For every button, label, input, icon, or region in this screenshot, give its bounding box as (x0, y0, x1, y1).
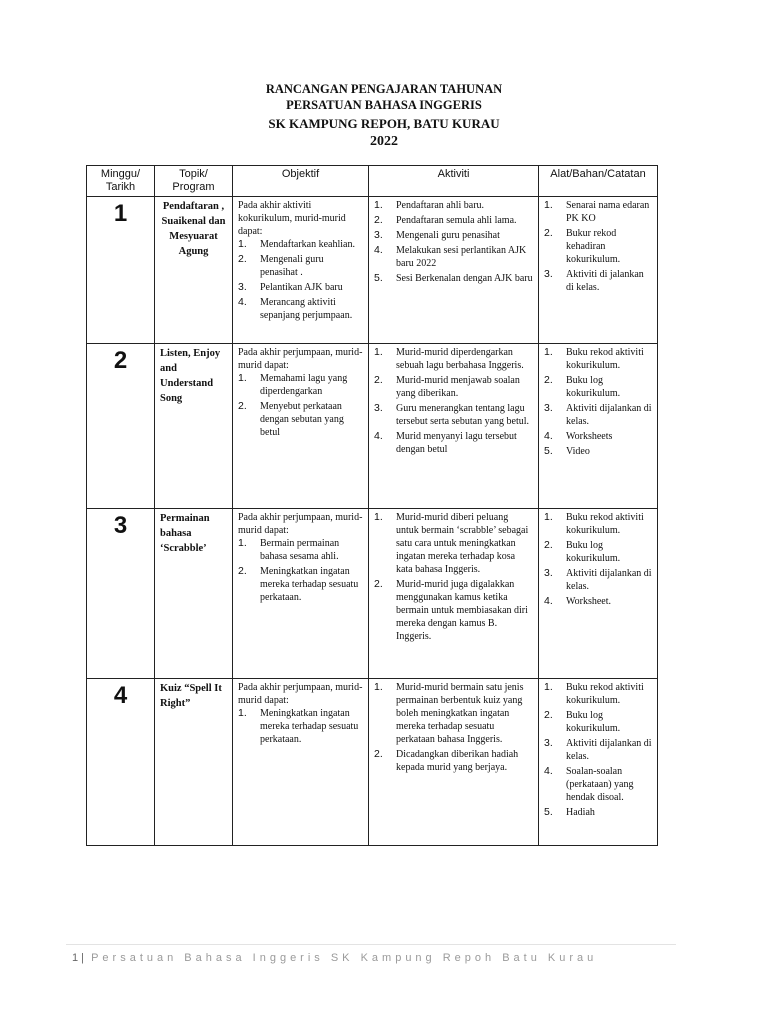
activity-item (374, 748, 533, 774)
materials-list (544, 346, 652, 458)
activity-text: Murid-murid diberi peluang untuk bermain ‘scrabble’ sebagai satu cara untuk meningkatkan ingatan mereka terhadap kosa kata bahasa Inggeris. (396, 512, 529, 575)
materials-item (544, 595, 652, 608)
materials-text: Aktiviti dijalankan di kelas. (566, 568, 652, 592)
materials-item (544, 346, 652, 372)
objective-text: Meningkatkan ingatan mereka terhadap sesuatu perkataan. (260, 566, 359, 603)
item-number: 2. (374, 214, 383, 226)
materials-item (544, 806, 652, 819)
table-header-row (87, 166, 658, 197)
objective-item (238, 537, 363, 563)
doc-title-line-2: PERSATUAN BAHASA INGGERIS (286, 98, 482, 112)
activity-item (374, 402, 533, 428)
materials-text: Buku rekod aktiviti kokurikulum. (566, 682, 644, 706)
materials-item (544, 765, 652, 804)
materials-item (544, 511, 652, 537)
topic-name: Listen, Enjoy and Understand Song (155, 344, 233, 509)
activity-text: Guru menerangkan tentang lagu tersebut serta sebutan yang betul. (396, 403, 530, 427)
activity-text: Sesi Berkenalan dengan AJK baru (396, 273, 533, 284)
item-number: 3. (544, 737, 553, 749)
activity-text: Pendaftaran semula ahli lama. (396, 215, 517, 226)
week-number: 4 (87, 679, 155, 846)
objective-list (238, 238, 363, 322)
materials-item (544, 681, 652, 707)
item-number: 2. (238, 565, 247, 577)
doc-title-line-3: SK KAMPUNG REPOH, BATU KURAU (268, 116, 500, 131)
activity-item (374, 346, 533, 372)
item-number: 3. (374, 229, 383, 241)
topic-name: Permainan bahasa ‘Scrabble’ (155, 509, 233, 679)
materials-cell (539, 344, 658, 509)
materials-list (544, 511, 652, 608)
materials-item (544, 539, 652, 565)
footer-text: Persatuan Bahasa Inggeris SK Kampung Repoh Batu Kurau (91, 952, 598, 964)
objective-item (238, 296, 363, 322)
item-number: 3. (374, 402, 383, 414)
activity-item (374, 229, 533, 242)
objective-intro: Pada akhir perjumpaan, murid-murid dapat: (238, 347, 363, 371)
objective-item (238, 281, 363, 294)
objective-text: Mendaftarkan keahlian. (260, 239, 355, 250)
activity-list (374, 346, 533, 456)
materials-text: Buku rekod aktiviti kokurikulum. (566, 347, 644, 371)
item-number: 4. (238, 296, 247, 308)
item-number: 3. (238, 281, 247, 293)
item-number: 2. (544, 709, 553, 721)
objective-cell (233, 344, 369, 509)
activity-item (374, 214, 533, 227)
materials-list (544, 199, 652, 294)
activity-text: Dicadangkan diberikan hadiah kepada murid yang berjaya. (396, 749, 519, 773)
materials-text: Aktiviti dijalankan di kelas. (566, 738, 652, 762)
item-number: 2. (238, 400, 247, 412)
week-number: 3 (87, 509, 155, 679)
topic-name: Pendaftaran , Suaikenal dan Mesyuarat Agung (155, 197, 233, 344)
item-number: 1. (238, 238, 247, 250)
materials-item (544, 227, 652, 266)
materials-text: Soalan-soalan (perkataan) yang hendak disoal. (566, 766, 634, 803)
item-number: 2. (238, 253, 247, 265)
materials-text: Aktiviti di jalankan di kelas. (566, 269, 644, 293)
activity-item (374, 244, 533, 270)
materials-text: Buku log kokurikulum. (566, 375, 621, 399)
table-row (87, 197, 658, 344)
activity-text: Murid-murid diperdengarkan sebuah lagu berbahasa Inggeris. (396, 347, 524, 371)
objective-item (238, 707, 363, 746)
item-number: 4. (544, 765, 553, 777)
objective-list (238, 707, 363, 746)
materials-item (544, 268, 652, 294)
item-number: 1. (544, 511, 553, 523)
materials-item (544, 737, 652, 763)
materials-text: Aktiviti dijalankan di kelas. (566, 403, 652, 427)
header-topic: Topik/ Program (155, 166, 233, 197)
materials-item (544, 445, 652, 458)
materials-item (544, 374, 652, 400)
activity-text: Mengenali guru penasihat (396, 230, 500, 241)
item-number: 1. (374, 511, 383, 523)
materials-item (544, 199, 652, 225)
item-number: 1. (238, 707, 247, 719)
objective-text: Mengenali guru penasihat . (260, 254, 324, 278)
objective-text: Memahami lagu yang diperdengarkan (260, 373, 348, 397)
materials-list (544, 681, 652, 819)
activity-item (374, 374, 533, 400)
objective-list (238, 537, 363, 604)
objective-cell (233, 509, 369, 679)
table-row (87, 679, 658, 846)
week-number: 1 (87, 197, 155, 344)
activity-text: Murid-murid menjawab soalan yang diberikan. (396, 375, 520, 399)
materials-text: Bukur rekod kehadiran kokurikulum. (566, 228, 621, 265)
header-week: Minggu/ Tarikh (87, 166, 155, 197)
materials-item (544, 567, 652, 593)
activity-text: Pendaftaran ahli baru. (396, 200, 485, 211)
activity-list (374, 681, 533, 774)
item-number: 4. (374, 244, 383, 256)
item-number: 3. (544, 268, 553, 280)
materials-item (544, 430, 652, 443)
activity-list (374, 511, 533, 643)
objective-item (238, 238, 363, 251)
annual-plan-table (86, 165, 658, 846)
materials-cell (539, 197, 658, 344)
objective-item (238, 400, 363, 439)
item-number: 4. (544, 430, 553, 442)
activity-list (374, 199, 533, 285)
materials-text: Worksheets (566, 431, 613, 442)
objective-list (238, 372, 363, 439)
objective-item (238, 253, 363, 279)
item-number: 2. (544, 227, 553, 239)
materials-text: Senarai nama edaran PK KO (566, 200, 650, 224)
item-number: 5. (544, 806, 553, 818)
activity-text: Murid menyanyi lagu tersebut dengan betul (396, 431, 517, 455)
activity-item (374, 430, 533, 456)
materials-text: Buku log kokurikulum. (566, 710, 621, 734)
doc-title-line-1: RANCANGAN PENGAJARAN TAHUNAN (265, 82, 503, 96)
materials-text: Worksheet. (566, 596, 612, 607)
activity-text: Melakukan sesi perlantikan AJK baru 2022 (396, 245, 527, 269)
footer-divider (66, 944, 676, 945)
item-number: 1. (374, 199, 383, 211)
objective-item (238, 372, 363, 398)
activity-cell (369, 679, 539, 846)
item-number: 2. (544, 539, 553, 551)
materials-item (544, 709, 652, 735)
objective-text: Bermain permainan bahasa sesama ahli. (260, 538, 340, 562)
materials-text: Video (566, 446, 590, 457)
header-objective: Objektif (233, 166, 369, 197)
activity-item (374, 578, 533, 643)
objective-intro: Pada akhir perjumpaan, murid-murid dapat: (238, 512, 363, 536)
objective-text: Menyebut perkataan dengan sebutan yang betul (260, 401, 344, 438)
objective-text: Pelantikan AJK baru (260, 282, 343, 293)
item-number: 2. (374, 578, 383, 590)
week-number: 2 (87, 344, 155, 509)
item-number: 1. (238, 537, 247, 549)
page-footer (72, 952, 597, 964)
materials-text: Buku rekod aktiviti kokurikulum. (566, 512, 644, 536)
activity-item (374, 511, 533, 576)
item-number: 1. (374, 346, 383, 358)
materials-item (544, 402, 652, 428)
activity-cell (369, 344, 539, 509)
item-number: 4. (374, 430, 383, 442)
header-materials: Alat/Bahan/Catatan (539, 166, 658, 197)
item-number: 1. (238, 372, 247, 384)
item-number: 3. (544, 402, 553, 414)
item-number: 5. (374, 272, 383, 284)
footer-page-number: 1 | (72, 952, 85, 964)
objective-text: Merancang aktiviti sepanjang perjumpaan. (260, 297, 353, 321)
materials-text: Hadiah (566, 807, 595, 818)
item-number: 3. (544, 567, 553, 579)
item-number: 4. (544, 595, 553, 607)
materials-cell (539, 509, 658, 679)
activity-cell (369, 509, 539, 679)
topic-name: Kuiz “Spell It Right” (155, 679, 233, 846)
activity-text: Murid-murid juga digalakkan menggunakan kamus ketika bermain untuk membiasakan diri mereka dengan kamus B. Inggeris. (396, 579, 528, 642)
item-number: 1. (374, 681, 383, 693)
objective-intro: Pada akhir perjumpaan, murid-murid dapat: (238, 682, 363, 706)
objective-item (238, 565, 363, 604)
materials-cell (539, 679, 658, 846)
activity-cell (369, 197, 539, 344)
objective-intro: Pada akhir aktiviti kokurikulum, murid-murid dapat: (238, 200, 346, 237)
item-number: 2. (374, 748, 383, 760)
materials-text: Buku log kokurikulum. (566, 540, 621, 564)
item-number: 5. (544, 445, 553, 457)
item-number: 1. (544, 346, 553, 358)
item-number: 1. (544, 199, 553, 211)
objective-text: Meningkatkan ingatan mereka terhadap sesuatu perkataan. (260, 708, 359, 745)
table-row (87, 344, 658, 509)
objective-cell (233, 679, 369, 846)
table-row (87, 509, 658, 679)
header-activity: Aktiviti (369, 166, 539, 197)
activity-item (374, 272, 533, 285)
objective-cell (233, 197, 369, 344)
item-number: 2. (374, 374, 383, 386)
activity-item (374, 199, 533, 212)
activity-item (374, 681, 533, 746)
activity-text: Murid-murid bermain satu jenis permainan berbentuk kuiz yang boleh meningkatkan ingatan mereka terhadap sesuatu perkataan bahasa Inggeris. (396, 682, 524, 745)
item-number: 1. (544, 681, 553, 693)
doc-title-year: 2022 (370, 134, 398, 149)
item-number: 2. (544, 374, 553, 386)
